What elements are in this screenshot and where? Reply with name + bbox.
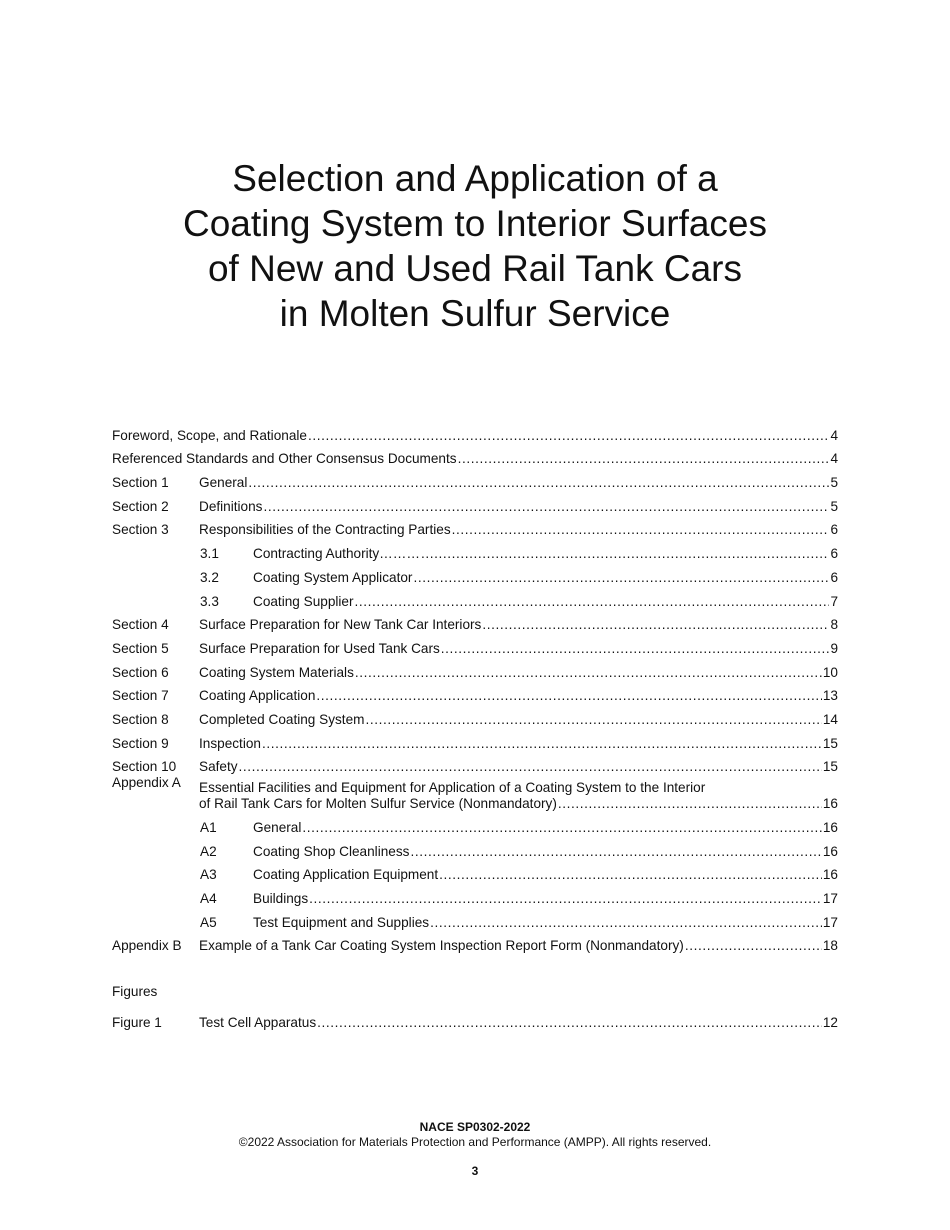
toc-section-label: Appendix A bbox=[112, 775, 181, 791]
dot-leader bbox=[410, 844, 821, 859]
toc-entry-appendix-a[interactable] bbox=[112, 774, 838, 811]
toc-page-number: 16 bbox=[822, 867, 838, 883]
toc-entry-section-6[interactable] bbox=[112, 656, 838, 680]
toc-entry-text: Coating System Applicator bbox=[253, 569, 413, 585]
toc-entry-text: Contracting Authority……… bbox=[253, 546, 420, 562]
toc-section-label: Section 3 bbox=[112, 522, 169, 538]
toc-section-label: Section 8 bbox=[112, 711, 169, 727]
toc-section-label: Section 1 bbox=[112, 475, 169, 491]
dot-leader bbox=[558, 796, 822, 811]
toc-section-label: Section 2 bbox=[112, 498, 169, 514]
dot-leader bbox=[308, 428, 829, 443]
figures-list bbox=[112, 1006, 838, 1030]
toc-entry-section-3[interactable] bbox=[112, 514, 838, 538]
toc-subsection-number: 3.1 bbox=[200, 546, 219, 562]
toc-page-number: 4 bbox=[830, 451, 838, 467]
toc-entry-text: Responsibilities of the Contracting Parties bbox=[199, 522, 451, 538]
dot-leader bbox=[239, 759, 822, 774]
toc-entry-text: Referenced Standards and Other Consensus Documents bbox=[112, 451, 457, 467]
toc-page-number: 5 bbox=[830, 498, 838, 514]
toc-page-number: 16 bbox=[822, 843, 838, 859]
toc-entry-text: Surface Preparation for New Tank Car Interiors bbox=[199, 617, 482, 633]
toc-entry-text: Coating Shop Cleanliness bbox=[253, 843, 410, 859]
toc-entry-a3[interactable] bbox=[112, 859, 838, 883]
toc-entry-section-8[interactable] bbox=[112, 703, 838, 727]
toc-entry-text: Safety bbox=[199, 759, 238, 775]
toc-entry-text: Coating System Materials bbox=[199, 664, 354, 680]
toc-page-number: 18 bbox=[822, 938, 838, 954]
toc-page-number: 9 bbox=[830, 640, 838, 656]
dot-leader bbox=[365, 712, 821, 727]
dot-leader bbox=[413, 570, 829, 585]
table-of-contents bbox=[112, 419, 838, 953]
toc-subsection-number: A2 bbox=[200, 843, 217, 859]
toc-entry-text: Coating Application Equipment bbox=[253, 867, 439, 883]
dot-leader bbox=[263, 499, 829, 514]
toc-entry-3-1[interactable] bbox=[112, 537, 838, 561]
copyright-notice: ©2022 Association for Materials Protection and Performance (AMPP). All rights reserved. bbox=[238, 1135, 712, 1149]
toc-entry-text-line-1: Essential Facilities and Equipment for Application of a Coating System to the Interior bbox=[199, 780, 706, 796]
toc-entry-text: Coating Application bbox=[199, 688, 316, 704]
toc-entry-section-10[interactable] bbox=[112, 751, 838, 775]
toc-page-number: 14 bbox=[822, 711, 838, 727]
toc-section-label: Section 9 bbox=[112, 735, 169, 751]
dot-leader bbox=[248, 475, 829, 490]
toc-entry-text: Example of a Tank Car Coating System Inspection Report Form (Nonmandatory) bbox=[199, 938, 684, 954]
toc-entry-section-5[interactable] bbox=[112, 632, 838, 656]
toc-entry-appendix-b[interactable] bbox=[112, 930, 838, 954]
toc-page-number: 8 bbox=[830, 617, 838, 633]
dot-leader bbox=[452, 522, 830, 537]
dot-leader bbox=[355, 594, 830, 609]
toc-page-number: 6 bbox=[830, 522, 838, 538]
toc-entry-text: Completed Coating System bbox=[199, 711, 365, 727]
dot-leader bbox=[482, 617, 829, 632]
toc-entry-section-1[interactable] bbox=[112, 466, 838, 490]
toc-section-label: Section 5 bbox=[112, 640, 169, 656]
toc-entry-section-9[interactable] bbox=[112, 727, 838, 751]
dot-leader bbox=[262, 736, 822, 751]
dot-leader bbox=[309, 891, 822, 906]
toc-entry-text: Surface Preparation for Used Tank Cars bbox=[199, 640, 440, 656]
toc-entry-text: Definitions bbox=[199, 498, 263, 514]
toc-entry-text: Test Cell Apparatus bbox=[199, 1014, 317, 1030]
toc-page-number: 17 bbox=[822, 891, 838, 907]
dot-leader bbox=[302, 820, 822, 835]
toc-page-number: 7 bbox=[830, 593, 838, 609]
toc-entry-figure-1[interactable] bbox=[112, 1006, 838, 1030]
dot-leader bbox=[421, 546, 829, 561]
toc-entry-text: Buildings bbox=[253, 891, 309, 907]
standard-designation: NACE SP0302-2022 bbox=[419, 1120, 531, 1134]
dot-leader bbox=[430, 915, 822, 930]
toc-entry-a2[interactable] bbox=[112, 835, 838, 859]
dot-leader bbox=[316, 688, 821, 703]
title-line-3: of New and Used Rail Tank Cars bbox=[207, 248, 742, 289]
toc-entry-foreword[interactable] bbox=[112, 419, 838, 443]
toc-page-number: 6 bbox=[830, 546, 838, 562]
toc-entry-text: Coating Supplier bbox=[253, 593, 354, 609]
toc-section-label: Section 7 bbox=[112, 688, 169, 704]
toc-entry-text: General bbox=[199, 475, 248, 491]
toc-page-number: 13 bbox=[822, 688, 838, 704]
toc-subsection-number: 3.3 bbox=[200, 593, 219, 609]
page-number: 3 bbox=[471, 1164, 479, 1178]
toc-page-number: 6 bbox=[830, 569, 838, 585]
toc-section-label: Section 4 bbox=[112, 617, 169, 633]
toc-entry-text: Foreword, Scope, and Rationale bbox=[112, 427, 307, 443]
toc-entry-3-2[interactable] bbox=[112, 561, 838, 585]
toc-subsection-number: 3.2 bbox=[200, 569, 219, 585]
toc-subsection-number: A5 bbox=[200, 914, 217, 930]
toc-page-number: 17 bbox=[822, 914, 838, 930]
toc-subsection-number: A3 bbox=[200, 867, 217, 883]
toc-page-number: 12 bbox=[822, 1014, 838, 1030]
toc-page-number: 16 bbox=[822, 820, 838, 835]
toc-entry-text-line-2: of Rail Tank Cars for Molten Sulfur Service (Nonmandatory) bbox=[199, 796, 557, 812]
dot-leader bbox=[317, 1015, 822, 1030]
figure-label: Figure 1 bbox=[112, 1014, 162, 1030]
toc-entry-3-3[interactable] bbox=[112, 585, 838, 609]
title-line-2: Coating System to Interior Surfaces bbox=[182, 203, 768, 244]
toc-entry-section-2[interactable] bbox=[112, 490, 838, 514]
toc-page-number: 10 bbox=[822, 664, 838, 680]
toc-section-label: Appendix B bbox=[112, 938, 182, 954]
toc-entry-text: General bbox=[253, 820, 302, 835]
figures-heading: Figures bbox=[112, 984, 158, 999]
document-title bbox=[0, 156, 950, 336]
dot-leader bbox=[439, 867, 822, 882]
toc-entry-a5[interactable] bbox=[112, 906, 838, 930]
dot-leader bbox=[685, 938, 822, 953]
dot-leader bbox=[355, 665, 822, 680]
toc-page-number: 5 bbox=[830, 475, 838, 491]
toc-subsection-number: A1 bbox=[200, 820, 217, 835]
toc-page-number: 15 bbox=[822, 735, 838, 751]
toc-entry-a1[interactable] bbox=[112, 811, 838, 835]
toc-entry-section-7[interactable] bbox=[112, 680, 838, 704]
dot-leader bbox=[441, 641, 830, 656]
title-line-4: in Molten Sulfur Service bbox=[279, 293, 671, 334]
toc-entry-text: Inspection bbox=[199, 735, 261, 751]
toc-subsection-number: A4 bbox=[200, 891, 217, 907]
toc-entry-referenced-standards[interactable] bbox=[112, 443, 838, 467]
toc-page-number: 16 bbox=[822, 796, 838, 812]
dot-leader bbox=[458, 451, 830, 466]
toc-section-label: Section 10 bbox=[112, 759, 177, 775]
toc-entry-a4[interactable] bbox=[112, 882, 838, 906]
toc-page-number: 15 bbox=[822, 759, 838, 775]
toc-page-number: 4 bbox=[830, 427, 838, 443]
title-line-1: Selection and Application of a bbox=[232, 158, 718, 199]
page-footer bbox=[0, 1120, 950, 1178]
toc-entry-section-4[interactable] bbox=[112, 609, 838, 633]
toc-entry-text: Test Equipment and Supplies bbox=[253, 914, 430, 930]
toc-section-label: Section 6 bbox=[112, 664, 169, 680]
